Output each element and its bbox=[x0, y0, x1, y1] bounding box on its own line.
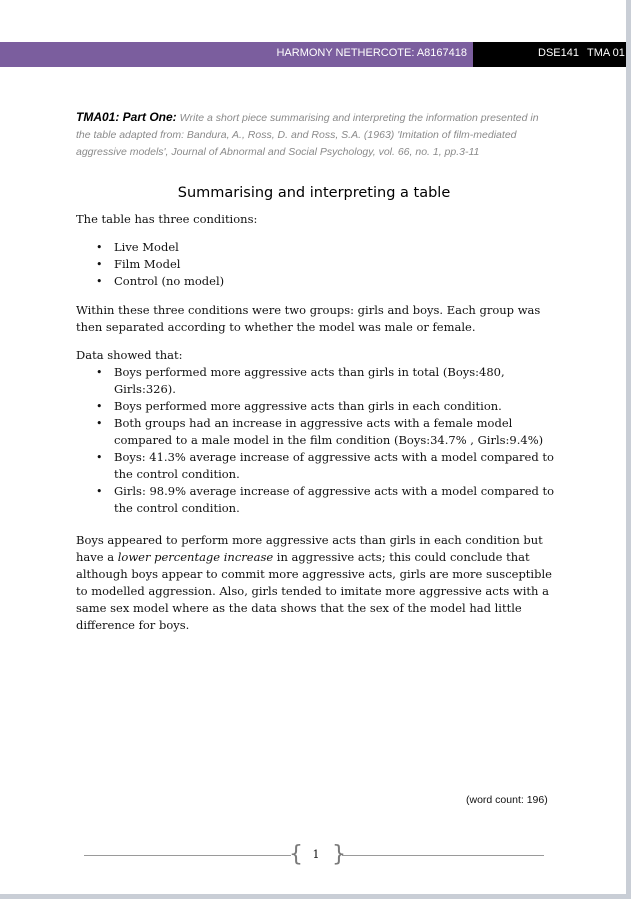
page-number: 1 bbox=[312, 848, 320, 861]
left-brace-icon: { bbox=[289, 842, 303, 867]
page-header bbox=[0, 42, 626, 67]
list-item: • Boys performed more aggressive acts than girls in each condition. bbox=[96, 399, 502, 413]
brief-text: Write a short piece summarising and interpreting the information presented in the table adapted from: Bandura, A., Ross, D. and Ross, S.A. (1963) 'Imitation of film-mediated aggressive models', Journal of Abnormal and Social Psychology, vol. 66, no. 1, pp.3-11 bbox=[76, 112, 539, 158]
footer-rule bbox=[84, 855, 291, 856]
data-intro: Data showed that: bbox=[76, 348, 183, 362]
section-title: Summarising and interpreting a table bbox=[177, 185, 451, 201]
header-course: DSE141 bbox=[538, 47, 579, 59]
conclusion-emphasis: lower percentage increase bbox=[117, 550, 274, 564]
word-count: (word count: 196) bbox=[466, 794, 548, 806]
list-item: • Both groups had an increase in aggressive acts with a female model compared to a male model in the film condition (Boys:34.7% , Girls:9.4%) bbox=[96, 416, 544, 447]
findings-list bbox=[76, 364, 556, 517]
header-author-band bbox=[0, 42, 473, 67]
list-item: • Film Model bbox=[96, 257, 181, 271]
header-author: HARMONY NETHERCOTE: A8167418 bbox=[276, 47, 467, 59]
conclusion-part1: Boys appeared to perform more aggressive acts than girls in each condition but have a bbox=[76, 533, 543, 564]
header-course-band bbox=[473, 42, 626, 67]
list-item: • Girls: 98.9% average increase of aggressive acts with a model compared to the control condition. bbox=[96, 484, 555, 515]
list-item: • Boys performed more aggressive acts than girls in total (Boys:480, Girls:326). bbox=[96, 365, 505, 396]
list-item: • Live Model bbox=[96, 240, 179, 254]
assignment-brief bbox=[76, 109, 556, 161]
page-edge bbox=[626, 0, 631, 899]
brief-label: TMA01: Part One: bbox=[76, 110, 177, 124]
groups-paragraph: Within these three conditions were two groups: girls and boys. Each group was then separated according to whether the model was male or female. bbox=[76, 303, 541, 334]
right-brace-icon: } bbox=[332, 842, 346, 867]
list-item: • Control (no model) bbox=[96, 274, 225, 288]
footer-rule bbox=[342, 855, 544, 856]
header-assignment: TMA 01 bbox=[587, 47, 625, 59]
conditions-list bbox=[76, 239, 556, 290]
conclusion-part2: in aggressive acts; this could conclude that although boys appear to commit more aggressive acts, girls are more susceptible to modelled aggression. Also, girls tended to imitate more aggressive acts with a same sex model where as the data shows that the sex of the model had little difference for boys. bbox=[76, 550, 552, 632]
list-item: • Boys: 41.3% average increase of aggressive acts with a model compared to the control condition. bbox=[96, 450, 554, 481]
conclusion-paragraph bbox=[76, 532, 556, 634]
page-edge bbox=[0, 894, 631, 899]
conditions-intro: The table has three conditions: bbox=[76, 212, 258, 226]
